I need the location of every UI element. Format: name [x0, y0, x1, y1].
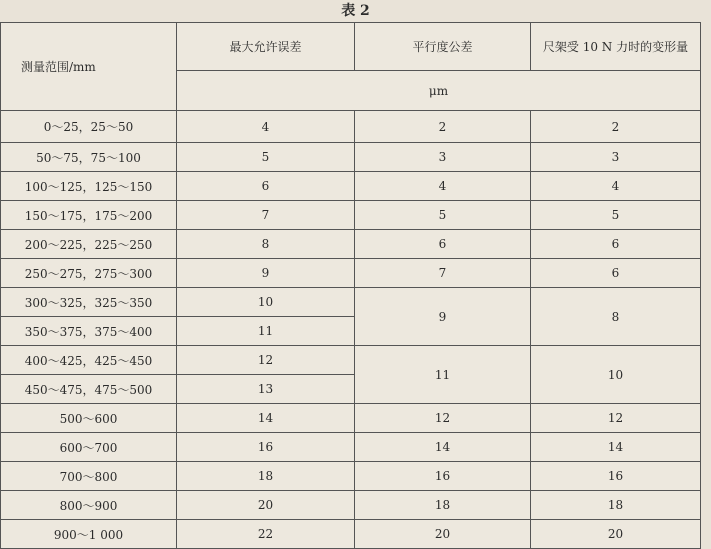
deformation-cell: 2	[531, 111, 701, 143]
range-cell: 600～700	[1, 433, 177, 462]
max-error-cell: 11	[177, 317, 355, 346]
header-deformation: 尺架受 10 N 力时的变形量	[531, 23, 701, 71]
max-error-cell: 16	[177, 433, 355, 462]
header-max-error: 最大允许误差	[177, 23, 355, 71]
parallelism-cell: 16	[355, 462, 531, 491]
table-row	[1, 491, 701, 520]
parallelism-cell: 4	[355, 172, 531, 201]
max-error-cell: 8	[177, 230, 355, 259]
max-error-cell: 20	[177, 491, 355, 520]
parallelism-cell: 2	[355, 111, 531, 143]
range-cell: 800～900	[1, 491, 177, 520]
deformation-cell: 12	[531, 404, 701, 433]
deformation-cell: 16	[531, 462, 701, 491]
max-error-cell: 7	[177, 201, 355, 230]
parallelism-cell: 3	[355, 143, 531, 172]
max-error-cell: 22	[177, 520, 355, 549]
header-unit: μm	[177, 71, 701, 111]
parallelism-cell: 9	[355, 288, 531, 346]
max-error-cell: 18	[177, 462, 355, 491]
table-row	[1, 172, 701, 201]
deformation-cell: 3	[531, 143, 701, 172]
max-error-cell: 12	[177, 346, 355, 375]
deformation-cell: 18	[531, 491, 701, 520]
range-cell: 200～225，225～250	[1, 230, 177, 259]
max-error-cell: 6	[177, 172, 355, 201]
deformation-cell: 5	[531, 201, 701, 230]
table-row	[1, 201, 701, 230]
parallelism-cell: 18	[355, 491, 531, 520]
table-row	[1, 143, 701, 172]
parallelism-cell: 11	[355, 346, 531, 404]
table-caption: 表 2	[341, 3, 370, 19]
range-cell: 300～325，325～350	[1, 288, 177, 317]
parallelism-cell: 6	[355, 230, 531, 259]
header-measuring-range: 测量范围/mm	[1, 23, 177, 111]
deformation-cell: 8	[531, 288, 701, 346]
parallelism-cell: 7	[355, 259, 531, 288]
deformation-cell: 6	[531, 230, 701, 259]
max-error-cell: 10	[177, 288, 355, 317]
max-error-cell: 13	[177, 375, 355, 404]
deformation-cell: 14	[531, 433, 701, 462]
table-row	[1, 111, 701, 143]
table-row	[1, 346, 701, 375]
table-row	[1, 259, 701, 288]
deformation-cell: 6	[531, 259, 701, 288]
range-cell: 450～475，475～500	[1, 375, 177, 404]
max-error-cell: 9	[177, 259, 355, 288]
parallelism-cell: 5	[355, 201, 531, 230]
max-error-cell: 5	[177, 143, 355, 172]
parallelism-cell: 12	[355, 404, 531, 433]
range-cell: 400～425，425～450	[1, 346, 177, 375]
parallelism-cell: 14	[355, 433, 531, 462]
range-cell: 700～800	[1, 462, 177, 491]
range-cell: 150～175，175～200	[1, 201, 177, 230]
table-row	[1, 462, 701, 491]
range-cell: 0～25，25～50	[1, 111, 177, 143]
max-error-cell: 4	[177, 111, 355, 143]
table-row	[1, 433, 701, 462]
parallelism-cell: 20	[355, 520, 531, 549]
range-cell: 500～600	[1, 404, 177, 433]
table-row	[1, 288, 701, 317]
deformation-cell: 20	[531, 520, 701, 549]
max-error-cell: 14	[177, 404, 355, 433]
range-cell: 350～375，375～400	[1, 317, 177, 346]
deformation-cell: 10	[531, 346, 701, 404]
range-cell: 250～275，275～300	[1, 259, 177, 288]
table-row	[1, 520, 701, 549]
table-row	[1, 230, 701, 259]
header-parallelism: 平行度公差	[355, 23, 531, 71]
deformation-cell: 4	[531, 172, 701, 201]
tolerance-table	[0, 22, 701, 549]
range-cell: 100～125，125～150	[1, 172, 177, 201]
range-cell: 50～75，75～100	[1, 143, 177, 172]
range-cell: 900～1 000	[1, 520, 177, 549]
table-row	[1, 404, 701, 433]
